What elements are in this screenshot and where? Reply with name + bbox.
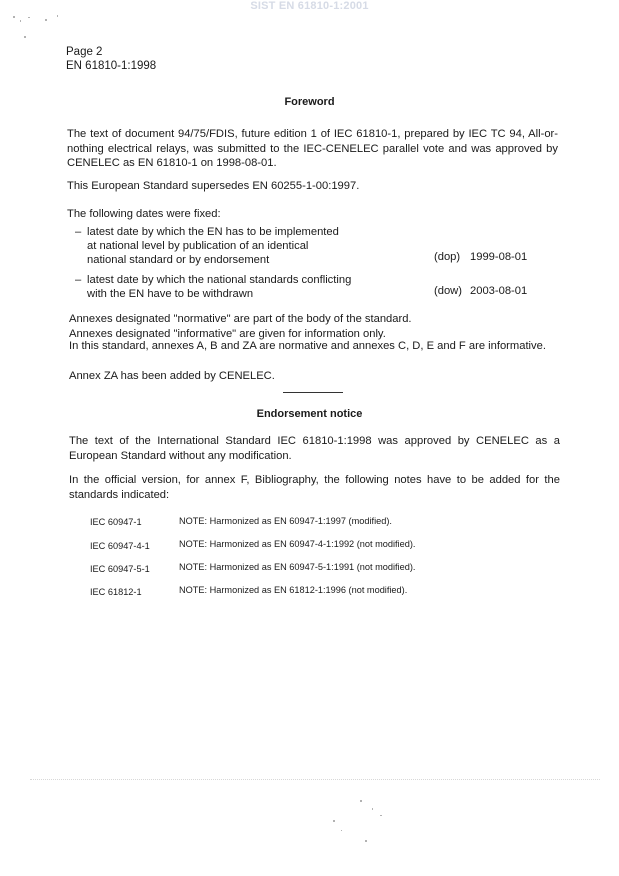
annex-line: In this standard, annexes A, B and ZA are normative and annexes C, D, E and F are informative. <box>69 340 546 352</box>
list-dash: – <box>75 274 82 286</box>
date-item-line: latest date by which the national standards conflicting <box>87 274 352 286</box>
scan-speck <box>13 16 15 18</box>
date-code: (dow) <box>434 285 462 297</box>
date-code: (dop) <box>434 251 461 263</box>
annex-line: Annexes designated "informative" are given for information only. <box>69 328 386 340</box>
harmonization-note: NOTE: Harmonized as EN 61812-1:1996 (not modified). <box>179 585 408 595</box>
foreword-paragraph-1: The text of document 94/75/FDIS, future edition 1 of IEC 61810-1, prepared by IEC TC 94, All-or-nothing electrical relays, was submitted to the IEC-CENELEC parallel vote and was approved by CENELEC as EN 61810-1 on 1998-08-01. <box>67 128 558 170</box>
scan-speck <box>57 15 58 17</box>
scan-speck <box>333 820 335 822</box>
harmonization-note: NOTE: Harmonized as EN 60947-5-1:1991 (not modified). <box>179 562 416 572</box>
standard-code: IEC 60947-5-1 <box>90 564 150 574</box>
date-item-line: with the EN have to be withdrawn <box>87 288 254 300</box>
date-item-line: national standard or by endorsement <box>87 254 270 266</box>
endorsement-paragraph-1: The text of the International Standard IEC 61810-1:1998 was approved by CENELEC as a European Standard without any modification. <box>69 435 560 462</box>
foreword-paragraph-2: This European Standard supersedes EN 60255-1-00:1997. <box>67 180 360 192</box>
harmonization-note: NOTE: Harmonized as EN 60947-4-1:1992 (not modified). <box>179 539 416 549</box>
date-value: 1999-08-01 <box>470 251 528 263</box>
section-divider <box>283 392 343 393</box>
standard-code: IEC 60947-4-1 <box>90 541 150 551</box>
dates-intro: The following dates were fixed: <box>67 208 221 220</box>
scan-speck <box>28 17 30 18</box>
annex-line: Annexes designated "normative" are part of the body of the standard. <box>69 313 412 325</box>
watermark: SIST EN 61810-1:2001 <box>250 0 369 12</box>
scan-speck <box>341 830 342 831</box>
date-item-line: at national level by publication of an identical <box>87 240 309 252</box>
scan-speck <box>365 840 367 842</box>
page-number: Page 2 <box>66 46 103 58</box>
document-number: EN 61810-1:1998 <box>66 60 157 72</box>
scan-speck <box>45 19 47 21</box>
scan-speck <box>20 20 21 22</box>
date-value: 2003-08-01 <box>470 285 528 297</box>
endorsement-paragraph-2: In the official version, for annex F, Bibliography, the following notes have to be added for the standards indicated: <box>69 474 560 501</box>
harmonization-note: NOTE: Harmonized as EN 60947-1:1997 (modified). <box>179 516 392 526</box>
standard-code: IEC 60947-1 <box>90 517 142 527</box>
annex-line: Annex ZA has been added by CENELEC. <box>69 370 275 382</box>
list-dash: – <box>75 226 82 238</box>
scan-speck <box>380 815 382 816</box>
scan-speck <box>372 808 373 810</box>
scan-speck <box>360 800 362 802</box>
standard-code: IEC 61812-1 <box>90 587 142 597</box>
endorsement-title: Endorsement notice <box>256 408 363 420</box>
scan-artifact-line <box>30 779 600 780</box>
scan-speck <box>24 36 26 38</box>
date-item-line: latest date by which the EN has to be implemented <box>87 226 339 238</box>
foreword-title: Foreword <box>284 96 335 108</box>
